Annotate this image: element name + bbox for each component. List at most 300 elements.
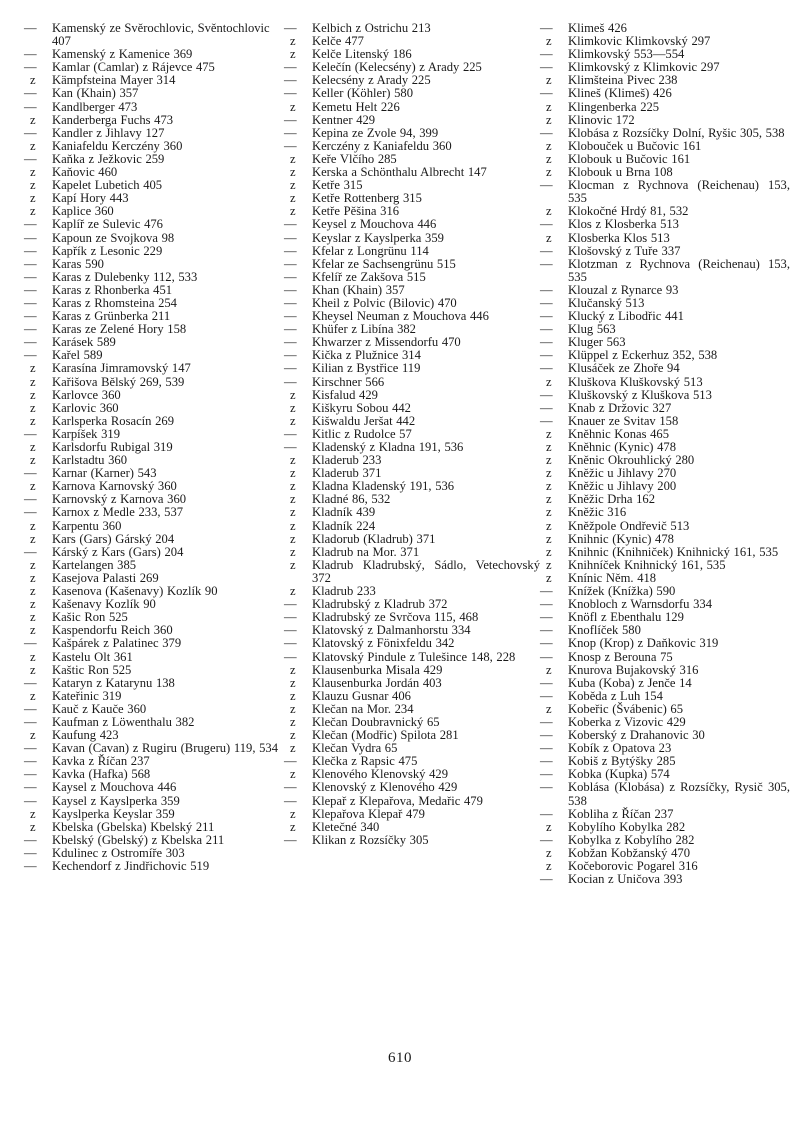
entry-prefix: — [284,649,297,664]
entry-prefix: z [546,557,552,572]
entry-prefix: — [540,688,553,703]
entry-prefix: — [540,387,553,402]
entry-text: Kařel 589 [52,348,103,363]
entry-prefix: — [284,832,297,847]
entry-text: Karas z Rhomsteina 254 [52,295,177,310]
entry-text: Knab z Držovic 327 [568,400,672,415]
entry-text: Kavka (Hafka) 568 [52,767,151,782]
entry-prefix: — [540,832,553,847]
entry-text: Karlsperka Rosacín 269 [52,413,175,428]
entry-prefix: — [284,309,297,324]
entry-prefix: — [540,413,553,428]
entry-prefix: z [30,361,36,376]
entry-prefix: — [24,348,37,363]
entry-prefix: z [30,649,36,664]
entry-prefix: z [30,610,36,625]
entry-prefix: z [546,544,552,559]
entry-prefix: z [30,191,36,206]
entry-prefix: — [284,374,297,389]
entry-text: Klimkovský 553—554 [568,47,685,62]
entry-text: Kobiš z Bytýšky 285 [568,754,676,769]
entry-text: Kladrub na Mor. 371 [312,544,420,559]
entry-prefix: — [540,60,553,75]
entry-prefix: — [24,322,37,337]
entry-prefix: — [540,636,553,651]
entry-text: Klečan Vydra 65 [312,741,398,756]
entry-prefix: — [24,767,37,782]
entry-text: Kilian z Bystřice 119 [312,361,421,376]
entry-prefix: z [290,47,296,62]
entry-prefix: z [30,557,36,572]
entry-text: Klučanský 513 [568,295,645,310]
entry-text: Klečan Doubravnický 65 [312,714,440,729]
entry-text: Klečka z Rapsic 475 [312,754,418,769]
entry-text: Kerczény z Kaniafeldu 360 [312,138,452,153]
entry-prefix: z [30,806,36,821]
entry-prefix: z [30,178,36,193]
index-column-1 [24,22,286,873]
entry-text: Kletečné 340 [312,819,380,834]
entry-prefix: — [284,138,297,153]
entry-text: Kbelska (Gbelska) Kbelský 211 [52,819,215,834]
entry-text: Karnova Karnovský 360 [52,479,177,494]
entry-text: Kárský z Kars (Gars) 204 [52,544,184,559]
entry-text: Karnar (Karner) 543 [52,466,157,481]
entry-text: Kapí Hory 443 [52,191,129,206]
entry-prefix: — [284,636,297,651]
entry-text: Kaysel z Kayslperka 359 [52,793,180,808]
entry-text: Ketře 315 [312,178,363,193]
entry-text: Kobžan Kobžanský 470 [568,845,691,860]
entry-prefix: — [284,60,297,75]
entry-text: Kladorub (Kladrub) 371 [312,531,436,546]
entry-prefix: — [284,73,297,88]
entry-text: Knop (Krop) z Daňkovic 319 [568,636,719,651]
entry-text: Karlovce 360 [52,387,121,402]
entry-prefix: — [540,309,553,324]
entry-text: Kobylího Kobylka 282 [568,819,686,834]
entry-text: Knoflíček 580 [568,623,641,638]
entry-text: Kněžpole Ondřevič 513 [568,518,690,533]
entry-text: Keysel z Mouchova 446 [312,217,437,232]
entry-text: Kanderberga Fuchs 473 [52,112,174,127]
entry-prefix: — [540,295,553,310]
entry-prefix: z [30,531,36,546]
entry-text: Knosp z Berouna 75 [568,649,673,664]
entry-text: Kemetu Helt 226 [312,99,400,114]
entry-prefix: z [290,453,296,468]
entry-text: Kauč z Kauče 360 [52,701,147,716]
entry-prefix: — [24,505,37,520]
entry-text: Klüppel z Eckerhuz 352, 538 [568,348,718,363]
entry-text: Klusáček ze Zhoře 94 [568,361,680,376]
entry-text: Karlstadtu 360 [52,453,127,468]
entry-text: Kfelar ze Sachsengrünu 515 [312,256,456,271]
entry-text: Klepařova Klepař 479 [312,806,425,821]
entry-text: Kelečín (Kelecsény) z Arady 225 [312,60,482,75]
entry-prefix: — [540,125,553,140]
entry-prefix: — [284,440,297,454]
entry-prefix: z [290,151,296,166]
entry-prefix: — [540,217,553,232]
entry-text: Klatovský Pindule z Tulešince 148, 228 [312,649,516,664]
entry-prefix: z [30,728,36,743]
entry-prefix: z [30,440,36,454]
entry-text: Klošovský z Tuře 337 [568,243,681,258]
entry-prefix: z [546,374,552,389]
entry-prefix: z [30,374,36,389]
entry-prefix: z [546,505,552,520]
entry-text: Kisfalud 429 [312,387,378,402]
entry-prefix: — [284,86,297,101]
entry-text: Kladna Kladenský 191, 536 [312,479,455,494]
entry-prefix: z [290,413,296,428]
entry-prefix: — [540,335,553,350]
entry-text: Kayslperka Keyslar 359 [52,806,175,821]
entry-text: Kočeborovic Pogarel 316 [568,859,698,873]
entry-prefix: — [24,269,37,284]
entry-text: Knihníček Knihnický 161, 535 [568,557,726,572]
entry-prefix: z [546,570,552,585]
entry-prefix: — [24,701,37,716]
entry-text: Knihnic (Knihniček) Knihnický 161, 535 [568,544,779,559]
entry-prefix: z [290,191,296,206]
entry-prefix: — [24,99,37,114]
entry-prefix: — [24,86,37,101]
entry-prefix: — [284,335,297,350]
entry-prefix: z [290,688,296,703]
entry-text: Klauzu Gusnar 406 [312,688,411,703]
index-entry [540,781,790,807]
entry-prefix: — [24,714,37,729]
entry-prefix: z [290,165,296,180]
entry-text: Kentner 429 [312,112,376,127]
entry-prefix: z [30,387,36,402]
entry-text: Klečan (Modřic) Spilota 281 [312,728,459,743]
entry-text: Kiškyru Sobou 442 [312,400,411,415]
entry-text: Kaufung 423 [52,728,119,743]
entry-prefix: — [284,282,297,297]
entry-text: Kan (Khain) 357 [52,86,139,101]
entry-text: Knauer ze Svitav 158 [568,413,679,428]
entry-prefix: — [284,348,297,363]
entry-text: Klatovský z Fönixfeldu 342 [312,636,455,651]
entry-prefix: z [30,623,36,638]
entry-prefix: — [24,309,37,324]
entry-text: Kobík z Opatova 23 [568,741,672,756]
entry-text: Kapelet Lubetich 405 [52,178,163,193]
entry-prefix: z [290,466,296,481]
entry-text: Klatovský z Dalmanhorstu 334 [312,623,471,638]
entry-text: Klinovic 172 [568,112,635,127]
entry-text: Kaplíř ze Sulevic 476 [52,217,163,232]
entry-text: Kasejova Palasti 269 [52,570,159,585]
entry-text: Kirschner 566 [312,374,385,389]
entry-prefix: — [284,754,297,769]
entry-text: Knihnic (Kynic) 478 [568,531,674,546]
entry-text: Karas ze Zelené Hory 158 [52,322,187,337]
entry-prefix: z [546,662,552,677]
entry-text: Kněnic Okrouhlický 280 [568,453,695,468]
entry-prefix: z [290,492,296,507]
entry-text: Kateřinic 319 [52,688,122,703]
entry-prefix: z [546,518,552,533]
entry-prefix: — [24,230,37,245]
entry-text: Kaštic Ron 525 [52,662,132,677]
entry-text: Kladrubský z Kladrub 372 [312,597,448,612]
entry-text: Kladník 439 [312,505,376,520]
entry-text: Kerska a Schönthalu Albrecht 147 [312,165,487,180]
entry-text: Kašpárek z Palatinec 379 [52,636,182,651]
entry-text: Kheysel Neuman z Mouchova 446 [312,309,489,324]
entry-text: Karas z Grünberka 211 [52,309,171,324]
entry-text: Kamenský z Kamenice 369 [52,47,193,62]
entry-prefix: z [290,557,296,572]
entry-prefix: — [540,21,553,35]
entry-text: Keře Vlčího 285 [312,151,397,166]
entry-prefix: z [546,112,552,127]
entry-text: Ketře Pěšina 316 [312,204,400,219]
entry-text: Kataryn z Katarynu 138 [52,675,175,690]
entry-text: Kařišova Bělský 269, 539 [52,374,185,389]
entry-prefix: z [546,859,552,873]
index-column-2 [284,22,540,847]
entry-text: Kněhnic Konas 465 [568,426,670,441]
entry-text: Koberka z Vizovic 429 [568,714,686,729]
entry-prefix: — [284,295,297,310]
entry-prefix: z [30,584,36,599]
page-number: 610 [388,1050,412,1066]
entry-text: Kička z Plužnice 314 [312,348,421,363]
entry-prefix: z [30,819,36,834]
entry-prefix: — [540,649,553,664]
entry-text: Kněžic 316 [568,505,627,520]
entry-prefix: — [540,754,553,769]
entry-prefix: z [290,479,296,494]
entry-text: Kladrubský ze Svrčova 115, 468 [312,610,479,625]
entry-text: Kamenský ze Svěrochlovic, Svěntochlovic 407 [52,21,270,49]
entry-prefix: z [30,400,36,415]
entry-prefix: z [546,426,552,441]
entry-text: Klug 563 [568,322,616,337]
entry-prefix: — [540,623,553,638]
entry-text: Kaysel z Mouchova 446 [52,780,177,795]
entry-text: Kaniafeldu Kerczény 360 [52,138,183,153]
entry-text: Klingenberka 225 [568,99,660,114]
entry-text: Klocman z Rychnova (Reichenau) 153, 535 [568,178,790,206]
entry-prefix: z [546,453,552,468]
entry-prefix: — [284,426,297,441]
entry-prefix: z [546,531,552,546]
entry-text: Kladník 224 [312,518,376,533]
entry-text: Karpíšek 319 [52,426,121,441]
entry-prefix: — [24,256,37,271]
entry-text: Karásek 589 [52,335,116,350]
entry-prefix: z [290,544,296,559]
entry-text: Klouzal z Rynarce 93 [568,282,679,297]
entry-text: Kartelangen 385 [52,557,137,572]
entry-text: Kelče Litenský 186 [312,47,412,62]
entry-text: Klobouk u Bučovic 161 [568,151,691,166]
entry-prefix: z [30,479,36,494]
entry-text: Klimšteina Pivec 238 [568,73,678,88]
entry-prefix: — [24,295,37,310]
entry-text: Kněžic Drha 162 [568,492,656,507]
entry-text: Khwarzer z Missendorfu 470 [312,335,461,350]
entry-prefix: z [546,204,552,219]
entry-prefix: — [284,125,297,140]
entry-prefix: — [284,597,297,612]
entry-prefix: z [30,597,36,612]
entry-prefix: — [284,610,297,625]
entry-text: Klokočné Hrdý 81, 532 [568,204,689,219]
entry-prefix: z [290,178,296,193]
entry-prefix: — [284,217,297,232]
entry-text: Kluger 563 [568,335,626,350]
entry-prefix: — [540,361,553,376]
entry-prefix: — [24,426,37,441]
entry-prefix: z [546,165,552,180]
entry-prefix: — [284,793,297,808]
entry-prefix: z [290,584,296,599]
entry-prefix: z [290,387,296,402]
entry-text: Kaspendorfu Reich 360 [52,623,173,638]
entry-prefix: z [30,662,36,677]
entry-text: Kasenova (Kašenavy) Kozlík 90 [52,584,218,599]
entry-prefix: z [290,204,296,219]
entry-text: Knobloch z Warnsdorfu 334 [568,597,713,612]
entry-prefix: z [30,165,36,180]
entry-prefix: — [24,492,37,507]
entry-prefix: — [24,793,37,808]
entry-text: Klausenburka Jordán 403 [312,675,442,690]
entry-text: Karnox z Medle 233, 537 [52,505,184,520]
entry-prefix: — [284,243,297,258]
entry-text: Kitlic z Rudolce 57 [312,426,412,441]
entry-prefix: z [290,518,296,533]
entry-text: Kelecsény z Arady 225 [312,73,431,88]
entry-prefix: — [24,845,37,860]
entry-prefix: z [546,440,552,454]
entry-text: Knöfl z Ebenthalu 129 [568,610,684,625]
entry-prefix: — [24,335,37,350]
entry-text: Klimkovic Klimkovský 297 [568,34,711,49]
entry-text: Kheil z Polvic (Bilovic) 470 [312,295,457,310]
entry-text: Kastelu Olt 361 [52,649,133,664]
entry-prefix: z [30,570,36,585]
entry-prefix: — [540,86,553,101]
entry-prefix: — [284,112,297,127]
entry-text: Klineš (Klimeš) 426 [568,86,672,101]
entry-text: Karasína Jimramovský 147 [52,361,191,376]
entry-text: Kapoun ze Svojkova 98 [52,230,175,245]
entry-text: Kandler z Jihlavy 127 [52,125,165,140]
entry-text: Klikan z Rozsíčky 305 [312,832,429,847]
entry-text: Klobása z Rozsíčky Dolní, Ryšic 305, 538 [568,125,785,140]
entry-text: Karpentu 360 [52,518,122,533]
entry-prefix: — [24,675,37,690]
entry-prefix: z [30,204,36,219]
entry-prefix: — [24,741,37,756]
entry-prefix: — [24,151,37,166]
entry-prefix: z [290,34,296,49]
entry-text: Kobka (Kupka) 574 [568,767,670,782]
entry-prefix: z [290,675,296,690]
entry-text: Kavan (Cavan) z Rugiru (Brugeru) 119, 534 [52,741,279,756]
entry-text: Kämpfsteina Mayer 314 [52,73,176,88]
entry-prefix: — [24,21,37,35]
entry-prefix: — [540,610,553,625]
entry-prefix: z [30,413,36,428]
entry-prefix: z [290,99,296,114]
entry-prefix: — [24,243,37,258]
entry-prefix: z [290,819,296,834]
entry-text: Klobouk u Brna 108 [568,165,673,180]
entry-text: Klepař z Klepařova, Medařic 479 [312,793,483,808]
entry-text: Kobylka z Kobylího 282 [568,832,695,847]
entry-text: Klos z Klosberka 513 [568,217,679,232]
entry-prefix: — [24,754,37,769]
entry-prefix: — [540,714,553,729]
entry-text: Kluškovský z Kluškova 513 [568,387,712,402]
entry-prefix: — [540,400,553,415]
entry-prefix: — [24,282,37,297]
entry-text: Kelče 477 [312,34,364,49]
entry-text: Kocian z Uničova 393 [568,872,683,887]
index-entry [284,834,540,847]
entry-prefix: — [540,348,553,363]
entry-text: Kaplice 360 [52,204,114,219]
entry-text: Keyslar z Kayslperka 359 [312,230,444,245]
entry-prefix: z [30,518,36,533]
entry-text: Kluškova Kluškovský 513 [568,374,703,389]
entry-prefix: z [30,138,36,153]
entry-prefix: z [290,728,296,743]
entry-text: Kaňovic 460 [52,165,118,180]
entry-text: Karas z Dulebenky 112, 533 [52,269,198,284]
entry-text: Kfelíř ze Zakšova 515 [312,269,426,284]
entry-prefix: z [546,819,552,834]
entry-text: Kladné 86, 532 [312,492,391,507]
index-entry [540,873,790,886]
entry-prefix: z [546,466,552,481]
entry-text: Kbelský (Gbelský) z Kbelska 211 [52,832,225,847]
entry-text: Kavka z Říčan 237 [52,754,150,769]
entry-prefix: z [290,531,296,546]
entry-prefix: z [290,662,296,677]
entry-text: Kněhnic (Kynic) 478 [568,440,677,454]
entry-text: Kišwaldu Jeršat 442 [312,413,416,428]
entry-text: Kladrub Kladrubský, Sádlo, Vetechovský 372 [312,557,540,585]
entry-text: Karlovic 360 [52,400,119,415]
entry-prefix: — [24,859,37,873]
entry-prefix: z [290,741,296,756]
entry-text: Kuba (Koba) z Jenče 14 [568,675,692,690]
entry-text: Karas z Rhonberka 451 [52,282,173,297]
entry-prefix: — [540,806,553,821]
entry-text: Kepina ze Zvole 94, 399 [312,125,439,140]
entry-text: Karnovský z Karnova 360 [52,492,187,507]
entry-prefix: — [540,767,553,782]
entry-text: Karas 590 [52,256,104,271]
entry-prefix: — [540,675,553,690]
entry-prefix: — [540,322,553,337]
entry-prefix: z [546,479,552,494]
entry-prefix: z [546,138,552,153]
index-entry [24,860,286,873]
entry-text: Khan (Khain) 357 [312,282,405,297]
entry-prefix: z [290,767,296,782]
